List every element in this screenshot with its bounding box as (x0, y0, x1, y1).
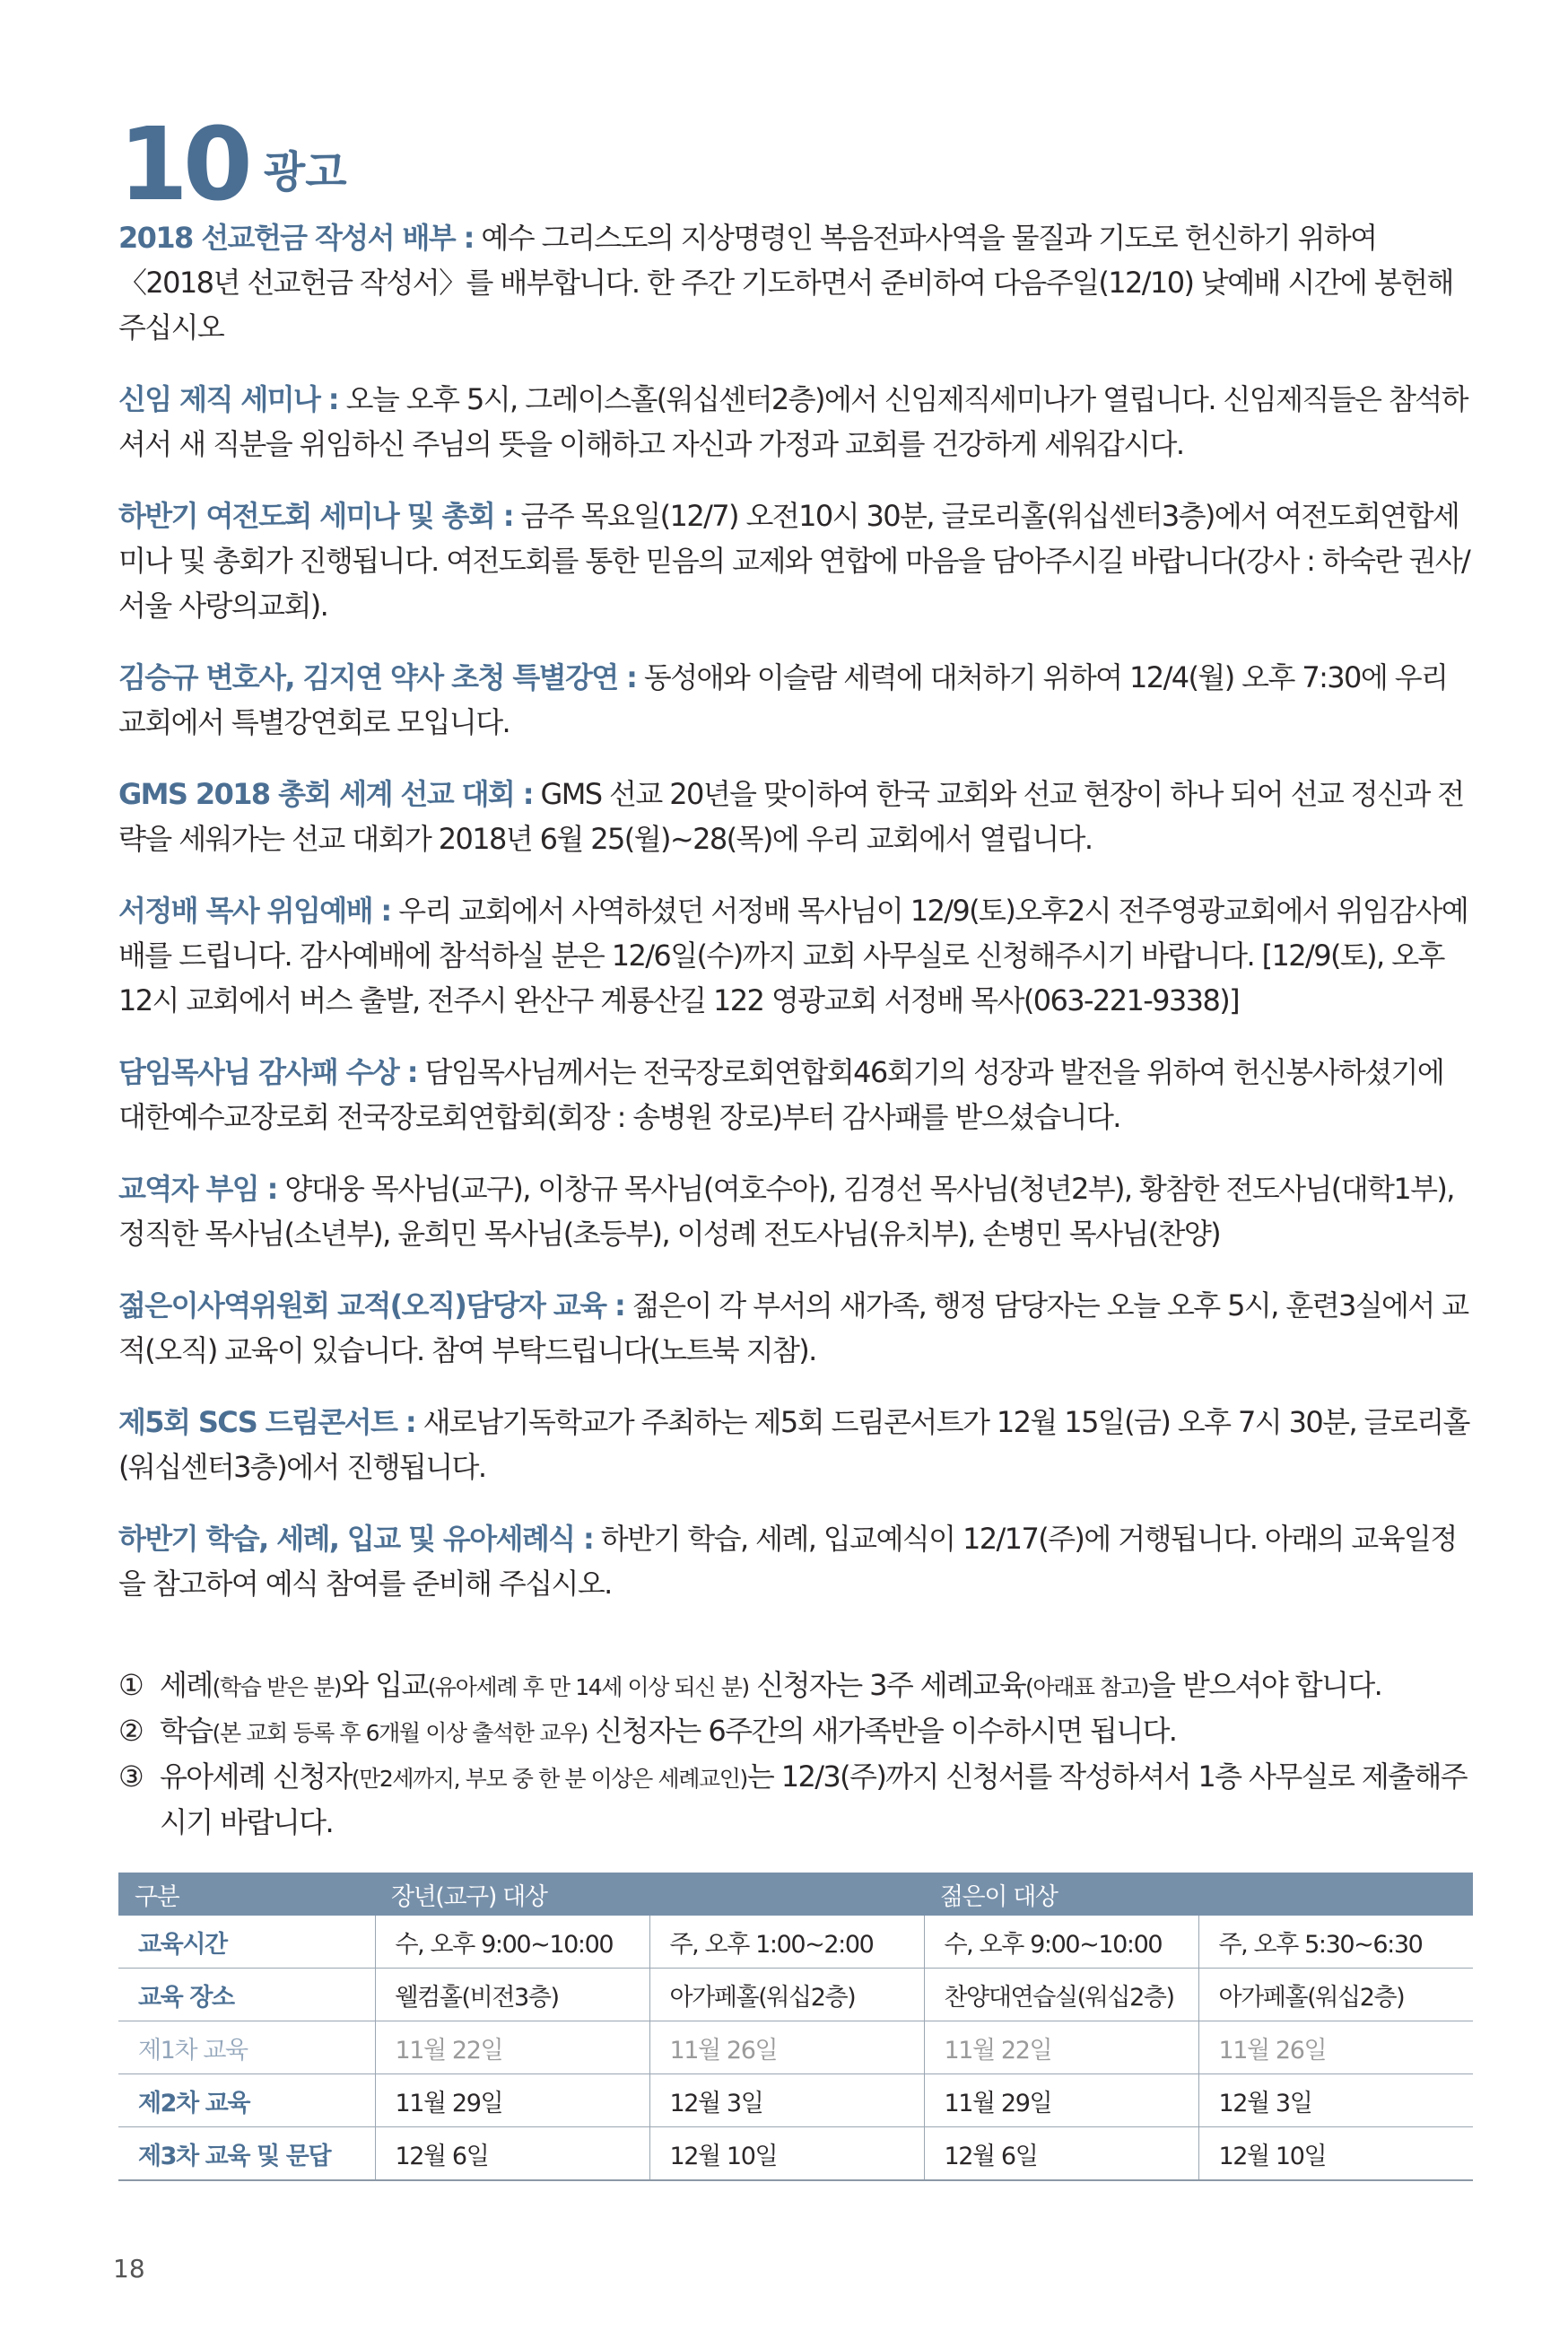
announcement-body: 우리 교회에서 사역하셨던 서정배 목사님이 12/9(토)오후2시 전주영광교회에서 위임감사예배를 드립니다. 감사예배에 참석하실 분은 12/6일(수)까지 교회 사무실로 신청해주시기 바랍니다. [12/9(토), 오후12시 교회에서 버스 출발, 전주시 완산구 계룡산길 122 영광교회 서정배 목사(063-221-9338)] (118, 894, 1468, 1017)
table-row (118, 1916, 1473, 1969)
table-row (118, 2074, 1473, 2127)
announcement-title: 젊은이사역위원회 교적(오직)담당자 교육 : (118, 1288, 625, 1323)
table-row (118, 1969, 1473, 2021)
row-header: 제1차 교육 (118, 2021, 375, 2074)
table-header-cell: 구분 (118, 1873, 375, 1916)
announcement-title: 하반기 학습, 세례, 입교 및 유아세례식 : (118, 1522, 594, 1556)
row-header: 제2차 교육 (118, 2074, 375, 2127)
announcement-body: GMS 선교 20년을 맞이하여 한국 교회와 선교 현장이 하나 되어 선교 정신과 전략을 세워가는 선교 대회가 2018년 6월 25(월)~28(목)에 우리 교회에서 열립니다. (118, 777, 1464, 856)
table-row (118, 2021, 1473, 2074)
table-cell: 12월 3일 (649, 2074, 924, 2127)
note-text: 세례(학습 받은 분)와 입교(유아세례 후 만 14세 이상 되신 분) 신청자는 3주 세례교육(아래표 참고)을 받으셔야 합니다. (160, 1668, 1382, 1702)
announcement-title: 교역자 부임 : (118, 1172, 277, 1206)
table-header-row (118, 1873, 1473, 1916)
table-cell: 찬양대연습실(워십2층) (924, 1969, 1198, 2021)
note-number: ② (118, 1714, 144, 1748)
note-item (118, 1663, 1473, 1709)
table-cell: 11월 22일 (924, 2021, 1198, 2074)
section-header (118, 107, 347, 223)
table-cell: 11월 22일 (375, 2021, 649, 2074)
section-number: 10 (118, 107, 248, 223)
education-schedule-table (118, 1873, 1473, 2181)
announcement-item (118, 1400, 1473, 1489)
table-cell: 12월 6일 (924, 2127, 1198, 2181)
section-title: 광고 (263, 147, 347, 197)
announcement-body: 담임목사님께서는 전국장로회연합회46회기의 성장과 발전을 위하여 헌신봉사하셨기에 대한예수교장로회 전국장로회연합회(회장 : 송병원 장로)부터 감사패를 받으셨습니다. (118, 1055, 1444, 1134)
table-cell: 아가페홀(워십2층) (1198, 1969, 1473, 2021)
announcement-item (118, 772, 1473, 861)
page-number: 18 (113, 2254, 145, 2283)
table-cell: 아가페홀(워십2층) (649, 1969, 924, 2021)
table-cell: 11월 26일 (1198, 2021, 1473, 2074)
table-cell: 12월 10일 (1198, 2127, 1473, 2181)
table-header-cell: 장년(교구) 대상 (375, 1873, 924, 1916)
announcement-title: 담임목사님 감사패 수상 : (118, 1055, 417, 1089)
announcement-body: 양대웅 목사님(교구), 이창규 목사님(여호수아), 김경선 목사님(청년2부), 황참한 전도사님(대학1부), 정직한 목사님(소년부), 윤희민 목사님(초등부), 이성례 전도사님(유치부), 손병민 목사님(찬양) (118, 1172, 1454, 1251)
announcement-item (118, 377, 1473, 467)
announcement-body: 젊은이 각 부서의 새가족, 행정 담당자는 오늘 오후 5시, 훈련3실에서 교적(오직) 교육이 있습니다. 참여 부탁드립니다(노트북 지참). (118, 1288, 1468, 1367)
announcement-body: 새로남기독학교가 주최하는 제5회 드림콘서트가 12월 15일(금) 오후 7시 30분, 글로리홀(워십센터3층)에서 진행됩니다. (118, 1405, 1469, 1484)
announcement-list (118, 215, 1473, 1633)
note-text: 유아세례 신청자(만2세까지, 부모 중 한 분 이상은 세례교인)는 12/3(주)까지 신청서를 작성하셔서 1층 사무실로 제출해주시기 바랍니다. (160, 1759, 1468, 1839)
note-list (118, 1663, 1473, 1844)
table-cell: 주, 오후 1:00~2:00 (649, 1916, 924, 1969)
table-cell: 수, 오후 9:00~10:00 (375, 1916, 649, 1969)
announcement-title: 제5회 SCS 드림콘서트 : (118, 1405, 416, 1439)
announcement-item (118, 1516, 1473, 1606)
announcement-title: 김승규 변호사, 김지연 약사 초청 특별강연 : (118, 660, 637, 694)
announcement-title: 하반기 여전도회 세미나 및 총회 : (118, 499, 513, 533)
row-header: 제3차 교육 및 문답 (118, 2127, 375, 2181)
table-cell: 수, 오후 9:00~10:00 (924, 1916, 1198, 1969)
announcement-item (118, 655, 1473, 745)
note-number: ① (118, 1668, 144, 1702)
note-number: ③ (118, 1759, 144, 1794)
table-cell: 12월 6일 (375, 2127, 649, 2181)
table-cell: 웰컴홀(비전3층) (375, 1969, 649, 2021)
announcement-title: 신임 제직 세미나 : (118, 382, 339, 416)
announcement-title: GMS 2018 총회 세계 선교 대회 : (118, 777, 533, 811)
announcement-body: 예수 그리스도의 지상명령인 복음전파사역을 물질과 기도로 헌신하기 위하여 〈2018년 선교헌금 작성서〉를 배부합니다. 한 주간 기도하면서 준비하여 다음주일(12/10) 낮예배 시간에 봉헌해 주십시오 (118, 221, 1453, 345)
announcement-item (118, 1283, 1473, 1373)
announcement-body: 오늘 오후 5시, 그레이스홀(워십센터2층)에서 신임제직세미나가 열립니다. 신임제직들은 참석하셔서 새 직분을 위임하신 주님의 뜻을 이해하고 자신과 가정과 교회를 건강하게 세워갑시다. (118, 382, 1468, 461)
announcement-body: 동성애와 이슬람 세력에 대처하기 위하여 12/4(월) 오후 7:30에 우리 교회에서 특별강연회로 모입니다. (118, 660, 1448, 739)
table-cell: 11월 26일 (649, 2021, 924, 2074)
announcement-item (118, 888, 1473, 1023)
note-item (118, 1755, 1473, 1844)
announcement-item (118, 1050, 1473, 1139)
announcement-item (118, 493, 1473, 628)
announcement-body: 하반기 학습, 세례, 입교예식이 12/17(주)에 거행됩니다. 아래의 교육일정을 참고하여 예식 참여를 준비해 주십시오. (118, 1522, 1457, 1601)
announcement-title: 2018 선교헌금 작성서 배부 : (118, 221, 474, 255)
row-header: 교육 장소 (118, 1969, 375, 2021)
table-cell: 11월 29일 (924, 2074, 1198, 2127)
table-cell: 11월 29일 (375, 2074, 649, 2127)
announcement-item (118, 1166, 1473, 1256)
row-header: 교육시간 (118, 1916, 375, 1969)
table-cell: 주, 오후 5:30~6:30 (1198, 1916, 1473, 1969)
note-text: 학습(본 교회 등록 후 6개월 이상 출석한 교우) 신청자는 6주간의 새가족반을 이수하시면 됩니다. (160, 1714, 1177, 1748)
announcement-body: 금주 목요일(12/7) 오전10시 30분, 글로리홀(워십센터3층)에서 여전도회연합세미나 및 총회가 진행됩니다. 여전도회를 통한 믿음의 교제와 연합에 마음을 담아주시길 바랍니다(강사 : 하숙란 권사/서울 사랑의교회). (118, 499, 1470, 623)
note-item (118, 1709, 1473, 1755)
table-row (118, 2127, 1473, 2181)
announcement-title: 서정배 목사 위임예배 : (118, 894, 391, 928)
table-cell: 12월 10일 (649, 2127, 924, 2181)
table-cell: 12월 3일 (1198, 2074, 1473, 2127)
table-header-cell: 젊은이 대상 (924, 1873, 1473, 1916)
announcement-item (118, 215, 1473, 350)
